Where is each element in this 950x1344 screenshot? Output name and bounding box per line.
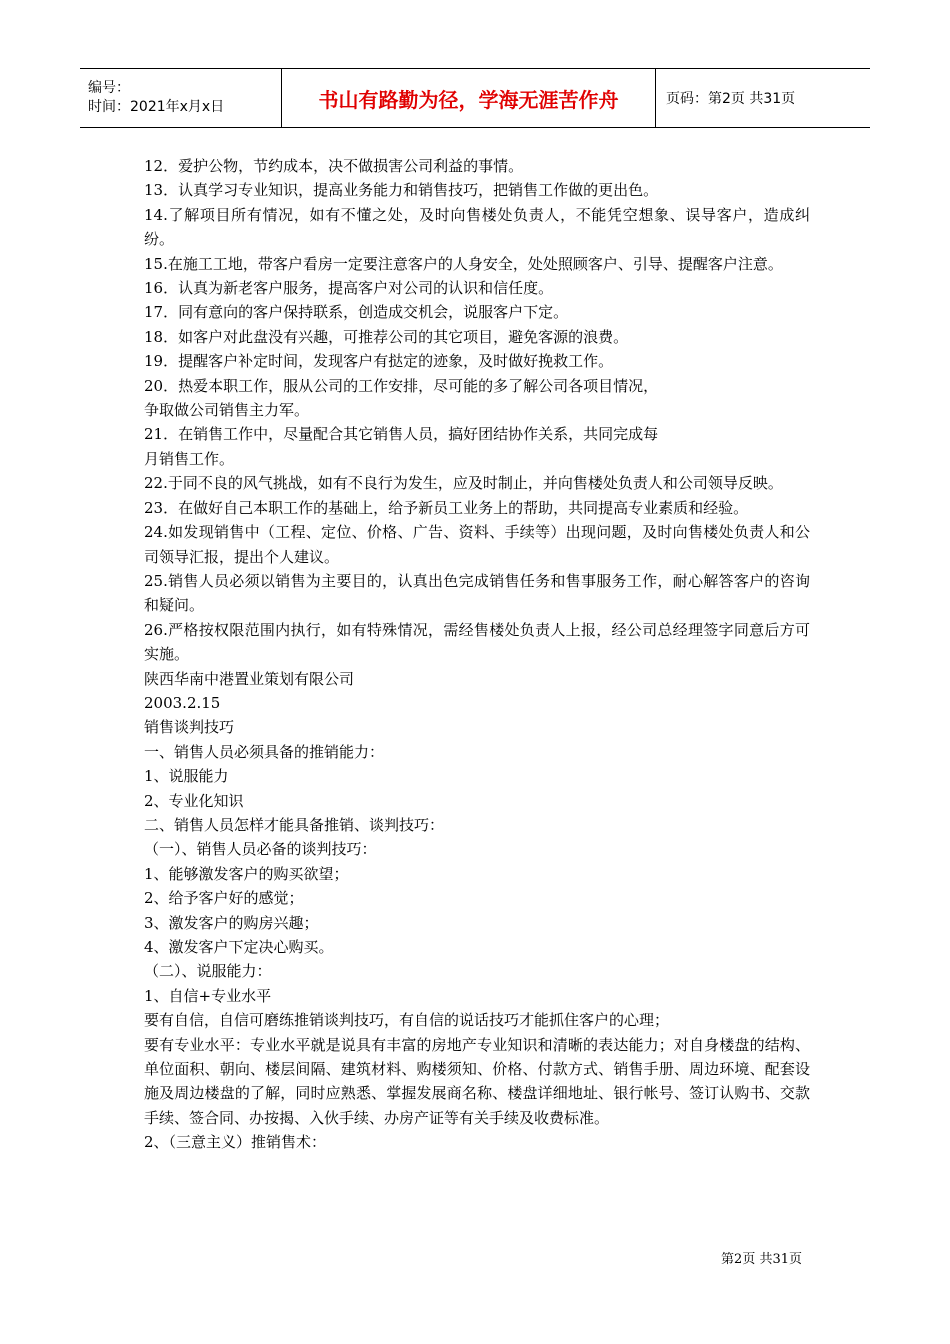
paragraph: 销售谈判技巧: [144, 718, 235, 737]
paragraph: 25.销售人员必须以销售为主要目的，认真出色完成销售任务和售事服务工作，耐心解答客户的咨询和疑问。: [144, 571, 810, 615]
paragraph: （一）、销售人员必备的谈判技巧：: [144, 840, 377, 859]
paragraph: 1、说服能力: [144, 767, 229, 786]
paragraph: 24.如发现销售中（工程、定位、价格、广告、资料、手续等）出现问题，及时向售楼处负责人和公司领导汇报，提出个人建议。: [144, 523, 810, 566]
paragraph: 23．在做好自己本职工作的基础上，给予新员工业务上的帮助，共同提高专业素质和经验。: [144, 498, 749, 517]
paragraph: 陕西华南中港置业策划有限公司: [144, 669, 355, 688]
paragraph: 二、销售人员怎样才能具备推销、谈判技巧：: [144, 815, 445, 834]
paragraph: 20．热爱本职工作，服从公司的工作安排，尽可能的多了解公司各项目情况，: [144, 376, 659, 395]
paragraph: 2003.2.15: [144, 693, 221, 712]
paragraph: 13．认真学习专业知识，提高业务能力和销售技巧，把销售工作做的更出色。: [144, 181, 659, 200]
paragraph: 要有专业水平：专业水平就是说具有丰富的房地产专业知识和清晰的表达能力；对自身楼盘的结构、单位面积、朝向、楼层间隔、建筑材料、购楼须知、价格、付款方式、销售手册、周边环境、配套设施及周边楼盘的了解，同时应熟悉、掌握发展商名称、楼盘详细地址、银行帐号、签订认购书、交款手续、签合同、办按揭、入伙手续、办房产证等有关手续及收费标准。: [144, 1035, 810, 1127]
paragraph: 一、销售人员必须具备的推销能力：: [144, 742, 385, 761]
paragraph: 19．提醒客户补定时间，发现客户有挞定的迹象，及时做好挽救工作。: [144, 352, 614, 371]
paragraph: 2、（三意主义）推销售术：: [144, 1133, 327, 1152]
paragraph: 14.了解项目所有情况，如有不懂之处，及时向售楼处负责人，不能凭空想象、误导客户，造成纠纷。: [144, 205, 810, 249]
paragraph: 1、能够激发客户的购买欲望；: [144, 864, 349, 883]
paragraph: 17．同有意向的客户保持联系，创造成交机会，说服客户下定。: [144, 303, 569, 322]
page-footer: 第2页 共31页: [721, 1252, 802, 1267]
header-meta-cell: [80, 69, 282, 127]
paragraph: 12．爱护公物，节约成本，决不做损害公司利益的事情。: [144, 157, 524, 175]
paragraph: 16．认真为新老客户服务，提高客户对公司的认识和信任度。: [144, 279, 554, 298]
paragraph: 1、自信+专业水平: [144, 986, 272, 1005]
paragraph: 21．在销售工作中，尽量配合其它销售人员，搞好团结协作关系，共同完成每: [144, 425, 659, 444]
paragraph: 2、专业化知识: [144, 791, 244, 810]
paragraph: 26.严格按权限范围内执行，如有特殊情况，需经售楼处负责人上报，经公司总经理签字同意后方可实施。: [144, 620, 810, 664]
paragraph: 2、给予客户好的感觉；: [144, 889, 304, 908]
paragraph: 18．如客户对此盘没有兴趣，可推荐公司的其它项目，避免客源的浪费。: [144, 327, 629, 346]
paragraph: 月销售工作。: [144, 449, 235, 468]
paragraph: （二）、说服能力：: [144, 962, 272, 981]
header-page-info: 页码：第2页 共31页: [666, 91, 796, 107]
document-date: 时间：2021年x月x日: [88, 99, 225, 115]
paragraph: 争取做公司销售主力军。: [144, 401, 310, 420]
header-motto: 书山有路勤为径，学海无涯苦作舟: [282, 69, 656, 127]
document-number-label: 编号：: [88, 80, 130, 96]
paragraph: 22.于同不良的风气挑战，如有不良行为发生，应及时制止，并向售楼处负责人和公司领导反映。: [144, 474, 783, 493]
paragraph: 3、激发客户的购房兴趣；: [144, 913, 319, 932]
paragraph: 4、激发客户下定决心购买。: [144, 938, 334, 956]
paragraph: 15.在施工工地，带客户看房一定要注意客户的人身安全，处处照顾客户、引导、提醒客户注意。: [144, 254, 783, 273]
paragraph: 要有自信，自信可磨练推销谈判技巧，有自信的说话技巧才能抓住客户的心理；: [144, 1011, 670, 1030]
document-body: [144, 154, 810, 1155]
page-header: [80, 68, 870, 128]
